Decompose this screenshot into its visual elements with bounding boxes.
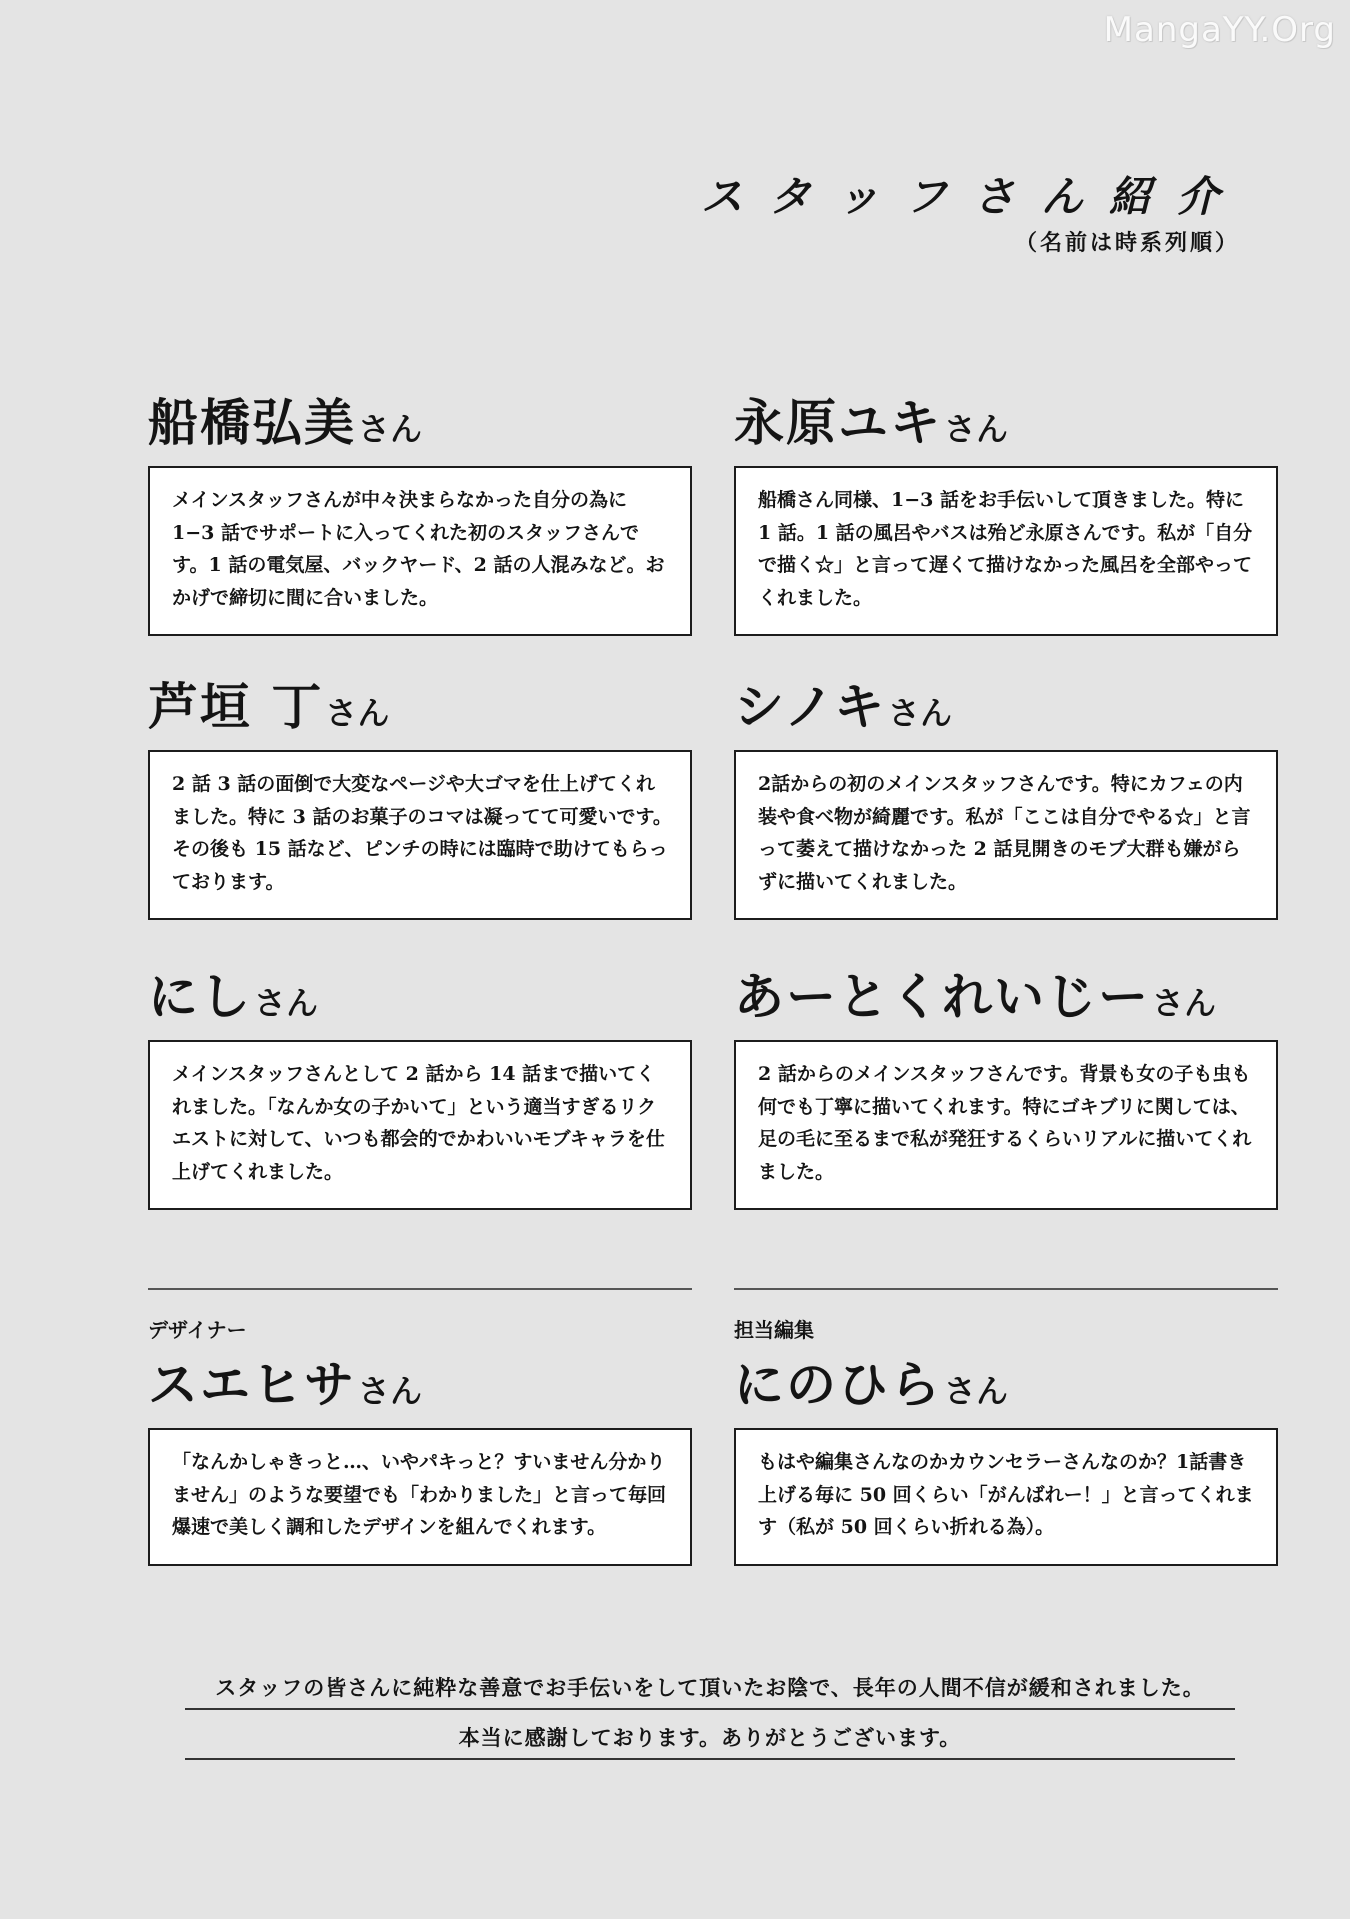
footer-thanks-line-2: 本当に感謝しております。ありがとうございます。 bbox=[458, 1725, 962, 1750]
section-divider-left bbox=[148, 1288, 692, 1290]
staff-card-art-crazy bbox=[734, 966, 1278, 1210]
staff-description: 2 話 3 話の面倒で大変なページや大ゴマを仕上げてくれました。特に 3 話のお菓子のコマは凝ってて可愛いです。その後も 15 話など、ピンチの時には臨時で助けてもらっております。 bbox=[148, 750, 692, 920]
staff-description: 「なんかしゃきっと…、いやパキっと？すいません分かりません」のような要望でも「わかりました」と言って毎回爆速で美しく調和したデザインを組んでくれます。 bbox=[148, 1428, 692, 1566]
staff-description: 2 話からのメインスタッフさんです。背景も女の子も虫も何でも丁寧に描いてくれます。特にゴキブリに関しては、足の毛に至るまで私が発狂するくらいリアルに描いてくれました。 bbox=[734, 1040, 1278, 1210]
page-subtitle: （名前は時系列順） bbox=[1014, 230, 1240, 256]
staff-name: にのひらさん bbox=[734, 1355, 1009, 1414]
watermark: MangaYY.Org bbox=[1103, 10, 1336, 50]
staff-card-ninohira bbox=[734, 1314, 1278, 1566]
footer-thanks-line-1: スタッフの皆さんに純粋な善意でお手伝いをして頂いたお陰で、長年の人間不信が緩和されました。 bbox=[215, 1675, 1205, 1700]
section-divider-right bbox=[734, 1288, 1278, 1290]
staff-card-shinoki bbox=[734, 676, 1278, 920]
staff-card-funabashi bbox=[148, 392, 692, 636]
staff-name: あーとくれいじーさん bbox=[734, 967, 1217, 1026]
staff-name: 芦垣 丁さん bbox=[148, 677, 390, 736]
footer-underline-1 bbox=[185, 1708, 1235, 1710]
staff-description: 船橋さん同様、1−3 話をお手伝いして頂きました。特に 1 話。1 話の風呂やバスは殆ど永原さんです。私が「自分で描く☆」と言って遅くて描けなかった風呂を全部やってくれました。 bbox=[734, 466, 1278, 636]
staff-description: もはや編集さんなのかカウンセラーさんなのか？1話書き上げる毎に 50 回くらい「がんばれー！」と言ってくれます（私が 50 回くらい折れる為）。 bbox=[734, 1428, 1278, 1566]
staff-description: メインスタッフさんが中々決まらなかった自分の為に 1−3 話でサポートに入ってくれた初のスタッフさんです。1 話の電気屋、バックヤード、2 話の人混みなど。おかげで締切に間に合いました。 bbox=[148, 466, 692, 636]
staff-card-nagahara bbox=[734, 392, 1278, 636]
footer-underline-2 bbox=[185, 1758, 1235, 1760]
staff-name: シノキさん bbox=[734, 677, 953, 736]
staff-name: 船橋弘美さん bbox=[148, 393, 423, 452]
staff-description: メインスタッフさんとして 2 話から 14 話まで描いてくれました。「なんか女の子かいて」という適当すぎるリクエストに対して、いつも都会的でかわいいモブキャラを仕上げてくれました。 bbox=[148, 1040, 692, 1210]
page-title: スタッフさん紹介 bbox=[700, 172, 1245, 221]
staff-role: デザイナー bbox=[148, 1318, 247, 1342]
staff-name: スエヒサさん bbox=[148, 1355, 423, 1414]
staff-card-suehisa bbox=[148, 1314, 692, 1566]
staff-card-ashigaki bbox=[148, 676, 692, 920]
staff-description: 2話からの初のメインスタッフさんです。特にカフェの内装や食べ物が綺麗です。私が「ここは自分でやる☆」と言って萎えて描けなかった 2 話見開きのモブ大群も嫌がらずに描いてくれました。 bbox=[734, 750, 1278, 920]
staff-name: にしさん bbox=[148, 967, 319, 1026]
staff-card-nishi bbox=[148, 966, 692, 1210]
staff-role: 担当編集 bbox=[734, 1318, 814, 1342]
staff-name: 永原ユキさん bbox=[734, 393, 1009, 452]
